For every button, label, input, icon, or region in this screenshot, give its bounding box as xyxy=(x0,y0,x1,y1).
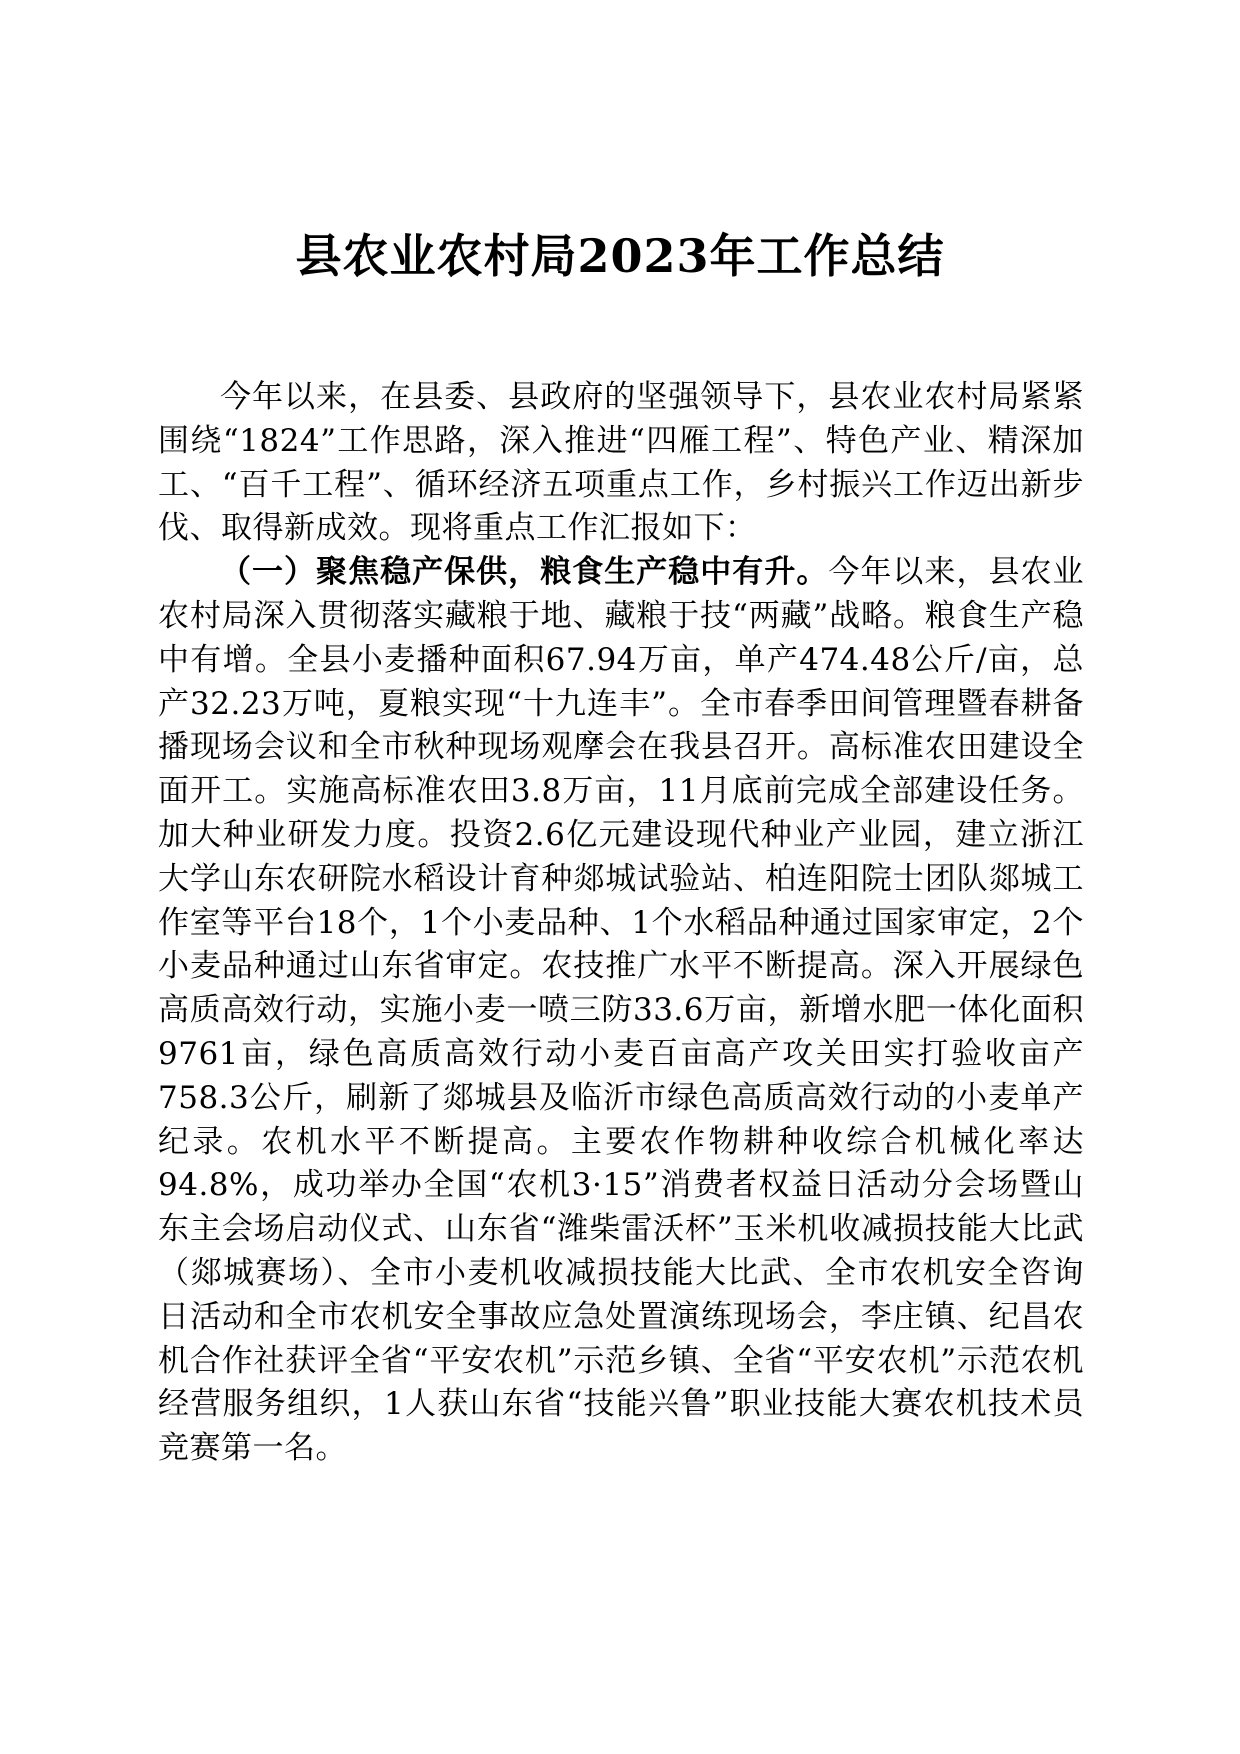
section-1-paragraph xyxy=(158,551,1084,1471)
document-body xyxy=(158,376,1084,1471)
section-1-heading: （一）聚焦稳产保供，粮食生产稳中有升。 xyxy=(220,554,829,591)
section-1-body: 今年以来，县农业农村局深入贯彻落实藏粮于地、藏粮于技“两藏”战略。粮食生产稳中有增。全县小麦播种面积67.94万亩，单产474.48公斤/亩，总产32.23万吨，夏粮实现“十九连丰”。全市春季田间管理暨春耕备播现场会议和全市秋种现场观摩会在我县召开。高标准农田建设全面开工。实施高标准农田3.8万亩，11月底前完成全部建设任务。加大种业研发力度。投资2.6亿元建设现代种业产业园，建立浙江大学山东农研院水稻设计育种郯城试验站、柏连阳院士团队郯城工作室等平台18个，1个小麦品种、1个水稻品种通过国家审定，2个小麦品种通过山东省审定。农技推广水平不断提高。深入开展绿色高质高效行动，实施小麦一喷三防33.6万亩，新增水肥一体化面积9761亩，绿色高质高效行动小麦百亩高产攻关田实打验收亩产758.3公斤，刷新了郯城县及临沂市绿色高质高效行动的小麦单产纪录。农机水平不断提高。主要农作物耕种收综合机械化率达94.8%，成功举办全国“农机3·15”消费者权益日活动分会场暨山东主会场启动仪式、山东省“潍柴雷沃杯”玉米机收减损技能大比武（郯城赛场）、全市小麦机收减损技能大比武、全市农机安全咨询日活动和全市农机安全事故应急处置演练现场会，李庄镇、纪昌农机合作社获评全省“平安农机”示范乡镇、全省“平安农机”示范农机经营服务组织，1人获山东省“技能兴鲁”职业技能大赛农机技术员竞赛第一名。 xyxy=(158,554,1085,1467)
intro-paragraph: 今年以来，在县委、县政府的坚强领导下，县农业农村局紧紧围绕“1824”工作思路，深入推进“四雁工程”、特色产业、精深加工、“百千工程”、循环经济五项重点工作，乡村振兴工作迈出新步伐、取得新成效。现将重点工作汇报如下： xyxy=(158,379,1084,547)
document-title: 县农业农村局2023年工作总结 xyxy=(295,229,945,283)
